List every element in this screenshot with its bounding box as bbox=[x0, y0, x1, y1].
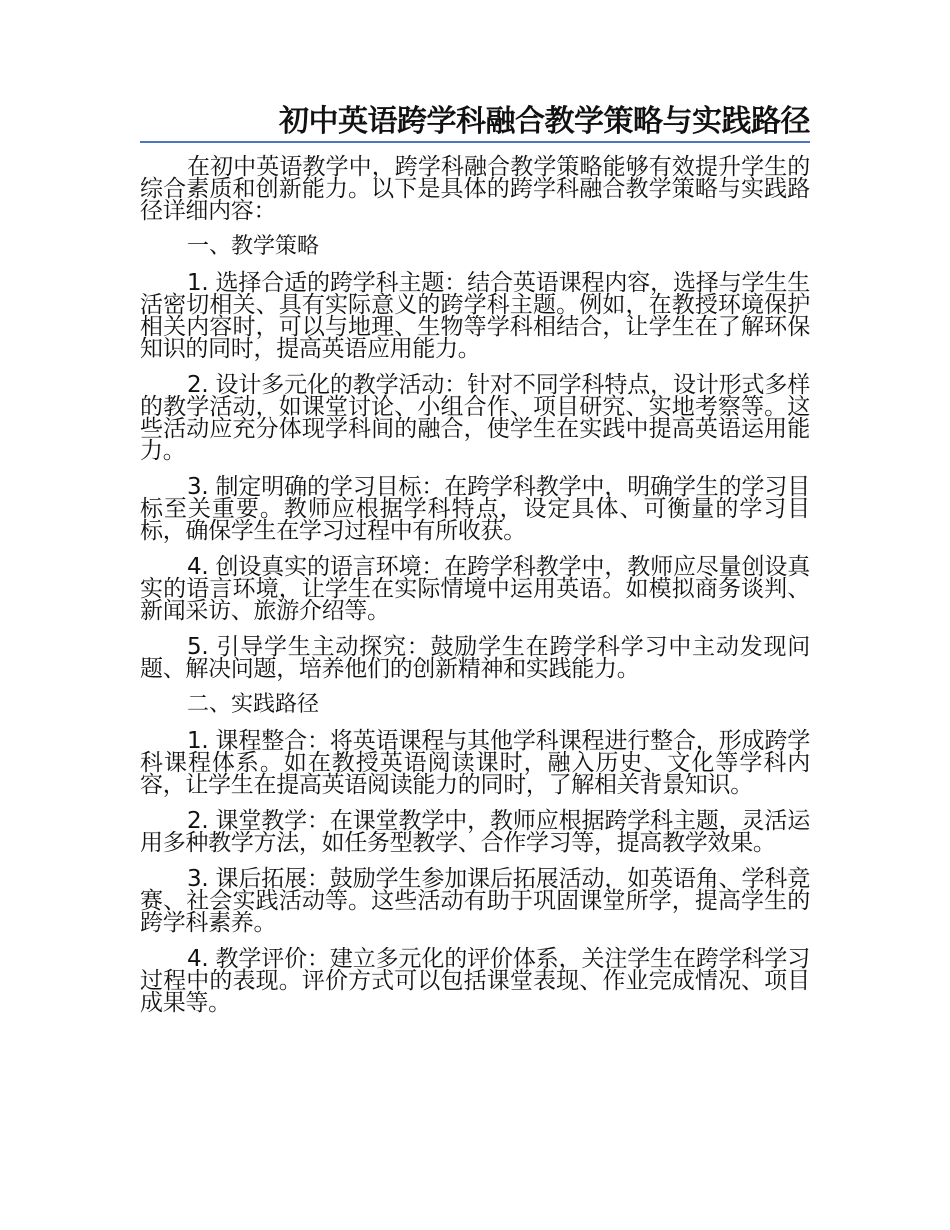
title-block bbox=[140, 104, 810, 144]
strategy-paragraph: 3. 制定明确的学习目标：在跨学科教学中，明确学生的学习目标至关重要。教师应根据学科特点，设定具体、可衡量的学习目标，确保学生在学习过程中有所收获。 bbox=[140, 474, 810, 544]
section-heading-strategies: 一、教学策略 bbox=[187, 234, 320, 259]
practice-paragraph: 3. 课后拓展：鼓励学生参加课后拓展活动，如英语角、学科竞赛、社会实践活动等。这些活动有助于巩固课堂所学，提高学生的跨学科素养。 bbox=[140, 866, 810, 936]
strategy-paragraph: 5. 引导学生主动探究：鼓励学生在跨学科学习中主动发现问题、解决问题，培养他们的创新精神和实践能力。 bbox=[140, 634, 810, 682]
practice-paragraph: 2. 课堂教学：在课堂教学中，教师应根据跨学科主题，灵活运用多种教学方法，如任务型教学、合作学习等，提高教学效果。 bbox=[140, 808, 810, 856]
document-body bbox=[140, 156, 810, 1028]
title-underline bbox=[140, 141, 810, 143]
section-heading-practice: 二、实践路径 bbox=[187, 692, 320, 717]
practice-paragraph: 1. 课程整合：将英语课程与其他学科课程进行整合，形成跨学科课程体系。如在教授英语阅读课时，融入历史、文化等学科内容，让学生在提高英语阅读能力的同时，了解相关背景知识。 bbox=[140, 728, 810, 798]
page-title: 初中英语跨学科融合教学策略与实践路径 bbox=[279, 104, 810, 139]
strategy-paragraph: 1. 选择合适的跨学科主题：结合英语课程内容，选择与学生生活密切相关、具有实际意义的跨学科主题。例如，在教授环境保护相关内容时，可以与地理、生物等学科相结合，让学生在了解环保知识的同时，提高英语应用能力。 bbox=[140, 270, 810, 362]
strategy-paragraph: 2. 设计多元化的教学活动：针对不同学科特点，设计形式多样的教学活动，如课堂讨论、小组合作、项目研究、实地考察等。这些活动应充分体现学科间的融合，使学生在实践中提高英语运用能力。 bbox=[140, 372, 810, 464]
strategy-paragraph: 4. 创设真实的语言环境：在跨学科教学中，教师应尽量创设真实的语言环境，让学生在实际情境中运用英语。如模拟商务谈判、新闻采访、旅游介绍等。 bbox=[140, 554, 810, 624]
intro-paragraph: 在初中英语教学中，跨学科融合教学策略能够有效提升学生的综合素质和创新能力。以下是具体的跨学科融合教学策略与实践路径详细内容： bbox=[140, 154, 810, 224]
practice-paragraph: 4. 教学评价：建立多元化的评价体系，关注学生在跨学科学习过程中的表现。评价方式可以包括课堂表现、作业完成情况、项目成果等。 bbox=[140, 946, 810, 1016]
